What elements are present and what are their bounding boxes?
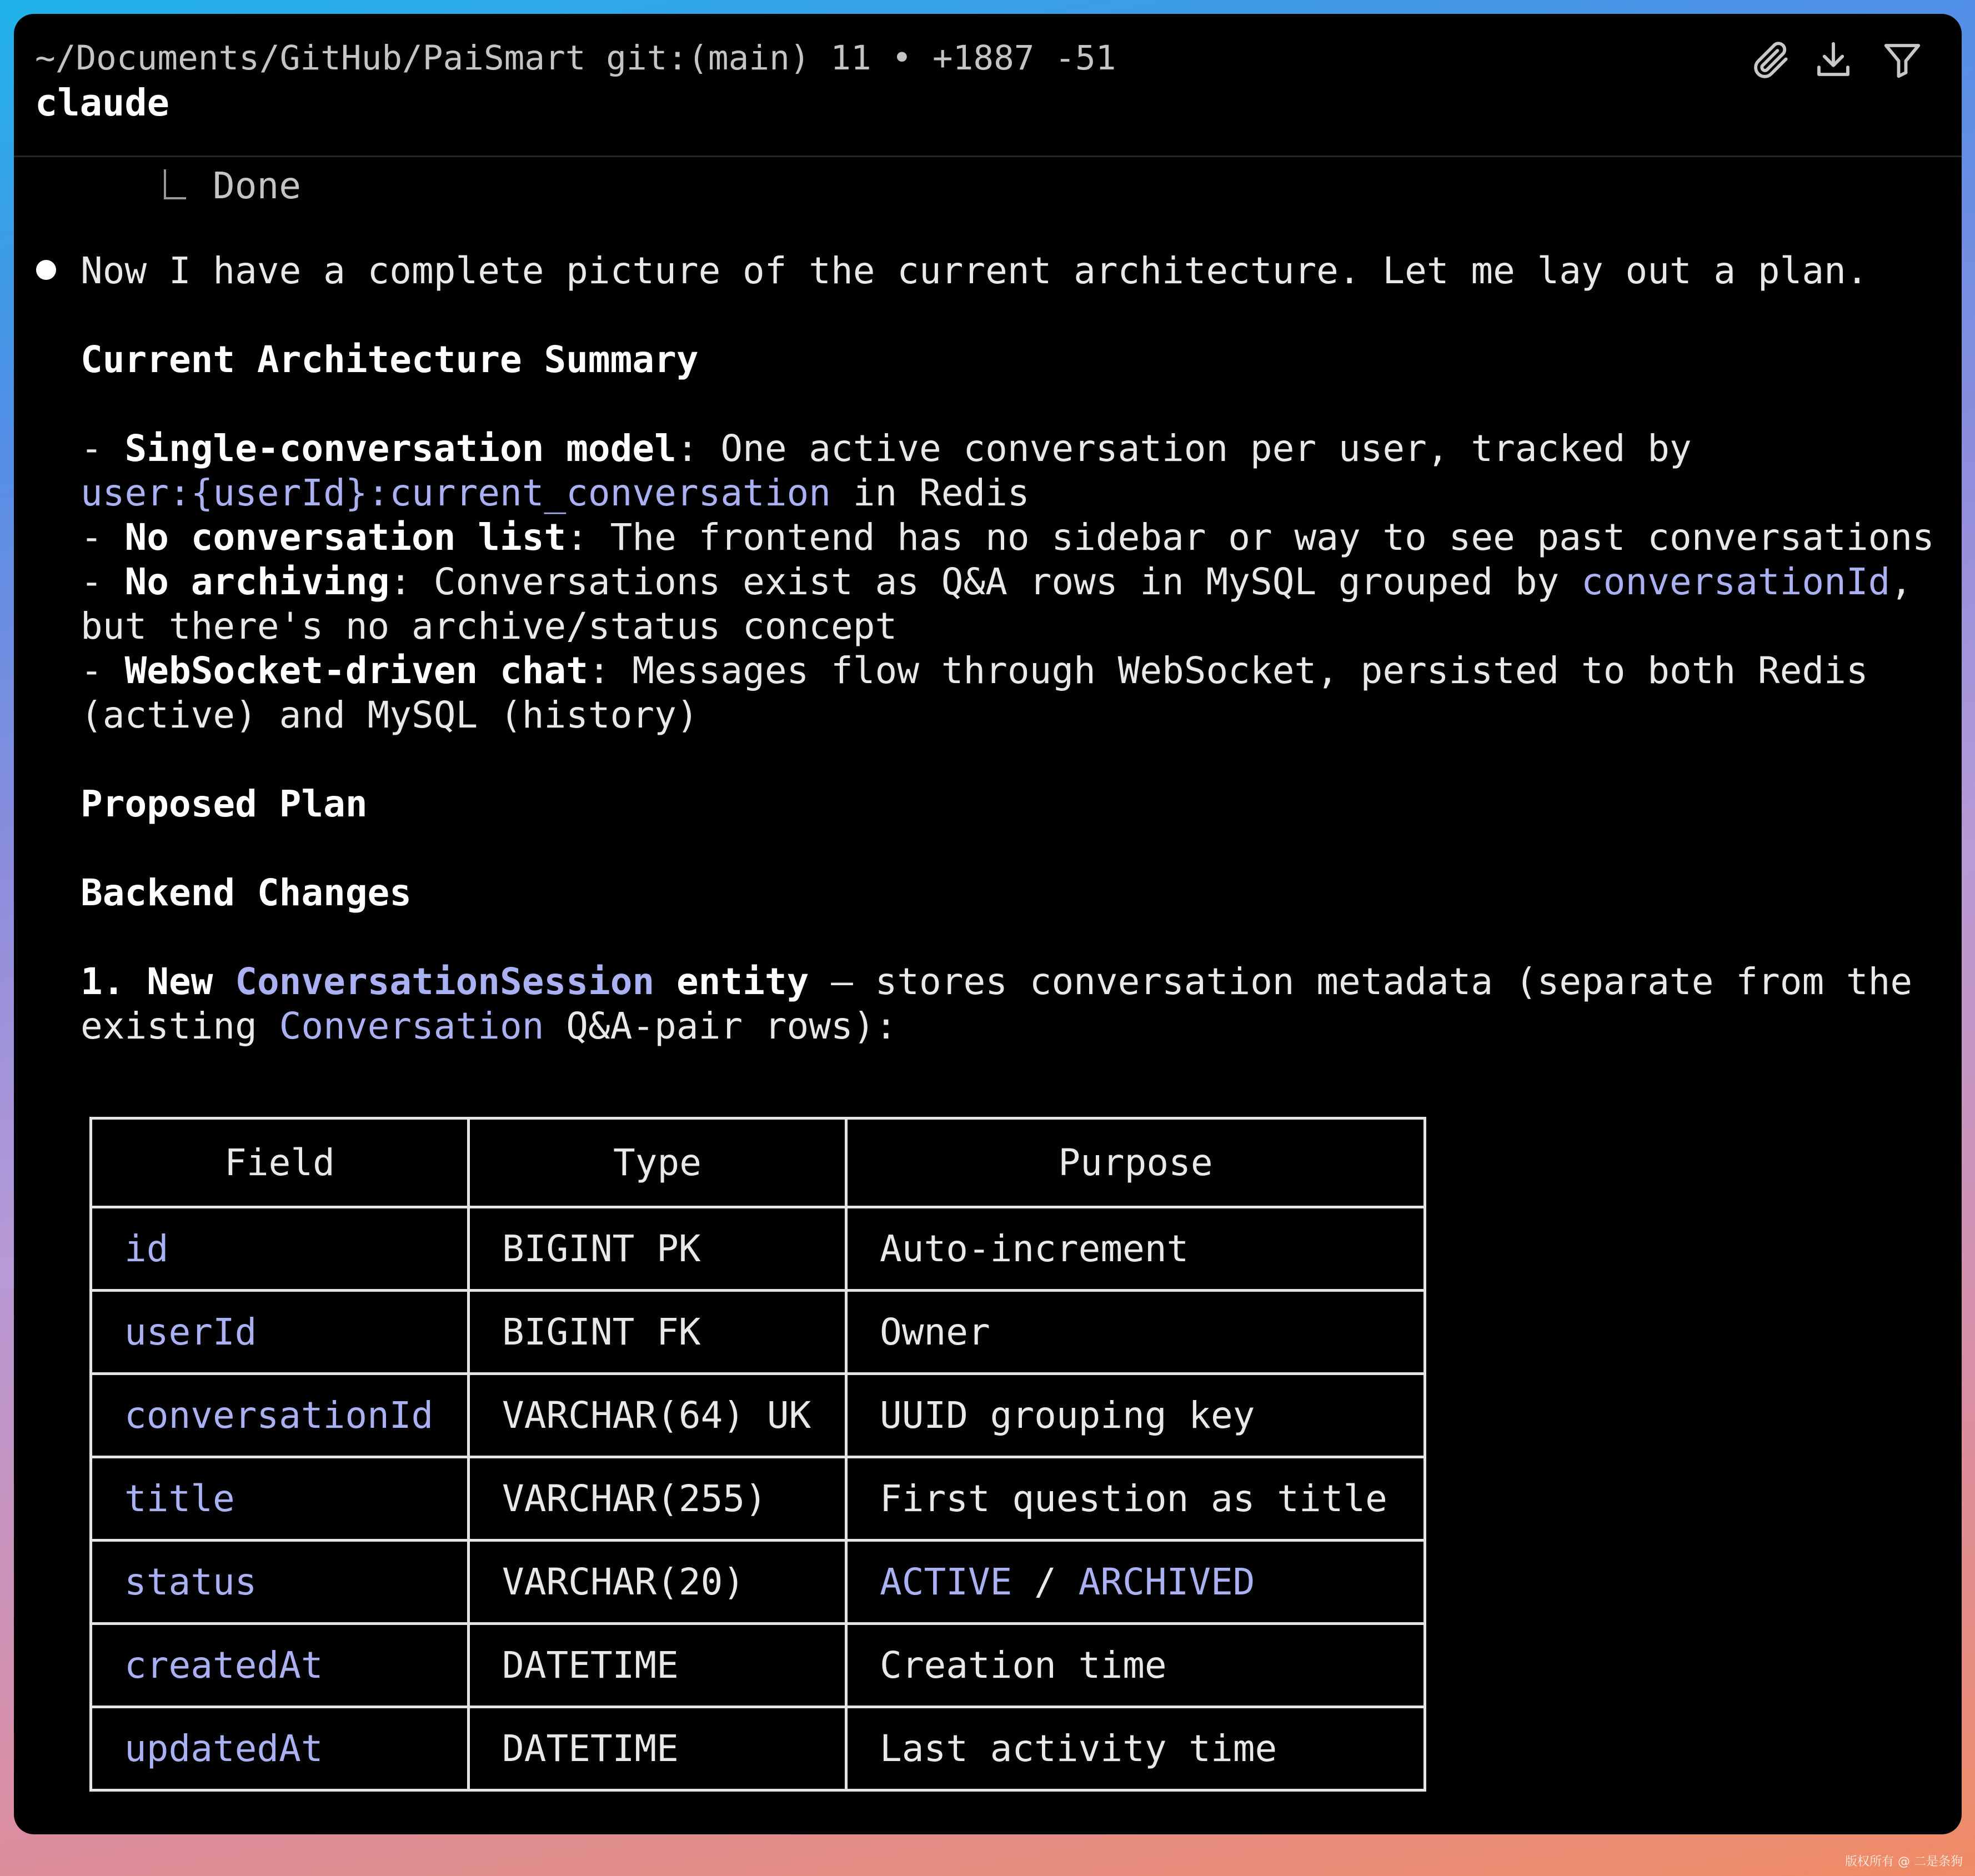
type-cell: DATETIME — [469, 1707, 846, 1790]
field-cell: id — [91, 1207, 469, 1291]
entity-name-code: ConversationSession — [235, 960, 655, 1003]
item-title: No conversation list — [124, 516, 567, 559]
entity-fields-table — [89, 1117, 1426, 1792]
field-cell: conversationId — [91, 1374, 469, 1457]
paperclip-icon[interactable] — [1749, 38, 1792, 82]
purpose-cell: First question as title — [846, 1457, 1425, 1541]
field-cell: createdAt — [91, 1624, 469, 1707]
table-row — [91, 1707, 1425, 1790]
item-text: in Redis — [831, 471, 1030, 514]
more-vertical-icon[interactable] — [1956, 38, 1962, 82]
redis-key-code: user:{userId}:current_conversation — [81, 471, 831, 514]
working-directory-path: ~/Documents/GitHub/PaiSmart git:(main) 11 • +1887 -51 — [35, 38, 1116, 78]
session-name: claude — [35, 81, 170, 124]
plan-heading: Proposed Plan — [81, 782, 368, 825]
terminal-header — [14, 14, 1962, 157]
table-row — [91, 1374, 1425, 1457]
message-bullet-icon — [36, 260, 56, 280]
backend-heading: Backend Changes — [81, 871, 412, 914]
field-cell: updatedAt — [91, 1707, 469, 1790]
type-cell: VARCHAR(255) — [469, 1457, 846, 1541]
item-text: : Messages flow through WebSocket, persisted to both Redis — [588, 649, 1868, 692]
item-text: : Conversations exist as Q&A rows in MySQL grouped by — [389, 560, 1582, 603]
table-row — [91, 1207, 1425, 1291]
conversation-class-code: Conversation — [279, 1005, 544, 1047]
summary-item-websocket-chat: - WebSocket-driven chat: Messages flow through WebSocket, persisted to both Redis — [81, 649, 1868, 692]
table-row — [91, 1541, 1425, 1624]
purpose-cell: Last activity time — [846, 1707, 1425, 1790]
summary-item-single-conversation: - Single-conversation model: One active conversation per user, tracked by — [81, 427, 1692, 470]
summary-item-no-archiving-cont: but there's no archive/status concept — [81, 605, 898, 648]
table-row — [91, 1457, 1425, 1541]
item-text: : The frontend has no sidebar or way to see past conversations — [566, 516, 1934, 559]
filter-icon[interactable] — [1881, 38, 1924, 82]
summary-item-no-conversation-list: - No conversation list: The frontend has no sidebar or way to see past conversations — [81, 516, 1934, 559]
item-title: No archiving — [124, 560, 390, 603]
column-header-field: Field — [91, 1118, 469, 1207]
download-icon[interactable] — [1812, 38, 1855, 82]
tree-branch-icon — [164, 169, 186, 199]
type-cell: VARCHAR(20) — [469, 1541, 846, 1624]
table-row — [91, 1624, 1425, 1707]
summary-item-no-archiving: - No archiving: Conversations exist as Q&A rows in MySQL grouped by conversationId, — [81, 560, 1913, 603]
done-status: Done — [213, 164, 301, 207]
purpose-cell: Owner — [846, 1291, 1425, 1374]
type-cell: BIGINT PK — [469, 1207, 846, 1291]
step-1-text: 1. New ConversationSession entity — stores conversation metadata (separate from the — [81, 960, 1913, 1003]
type-cell: BIGINT FK — [469, 1291, 846, 1374]
type-cell: VARCHAR(64) UK — [469, 1374, 846, 1457]
item-text: : One active conversation per user, tracked by — [676, 427, 1692, 470]
item-title: Single-conversation model — [124, 427, 676, 470]
terminal-window — [14, 14, 1962, 1834]
field-cell: status — [91, 1541, 469, 1624]
table-row — [91, 1291, 1425, 1374]
field-cell: userId — [91, 1291, 469, 1374]
watermark: 版权所有 @ 二是条狗 — [1845, 1855, 1963, 1869]
step-1-text-cont: existing Conversation Q&A-pair rows): — [81, 1005, 898, 1047]
status-archived-code: ARCHIVED — [1078, 1560, 1255, 1603]
purpose-cell: Creation time — [846, 1624, 1425, 1707]
summary-item-websocket-chat-cont: (active) and MySQL (history) — [81, 694, 699, 736]
purpose-cell: Auto-increment — [846, 1207, 1425, 1291]
intro-text: Now I have a complete picture of the current architecture. Let me lay out a plan. — [81, 249, 1868, 292]
purpose-cell: UUID grouping key — [846, 1374, 1425, 1457]
status-active-code: ACTIVE — [880, 1560, 1012, 1603]
type-cell: DATETIME — [469, 1624, 846, 1707]
field-cell: title — [91, 1457, 469, 1541]
column-header-type: Type — [469, 1118, 846, 1207]
item-title: WebSocket-driven chat — [124, 649, 588, 692]
conversation-id-code: conversationId — [1581, 560, 1891, 603]
summary-heading: Current Architecture Summary — [81, 338, 699, 381]
column-header-purpose: Purpose — [846, 1118, 1425, 1207]
summary-item-single-conversation-cont — [81, 471, 1030, 515]
step-number: 1. — [81, 960, 125, 1003]
purpose-cell: ACTIVE / ARCHIVED — [846, 1541, 1425, 1624]
table-header-row — [91, 1118, 1425, 1207]
